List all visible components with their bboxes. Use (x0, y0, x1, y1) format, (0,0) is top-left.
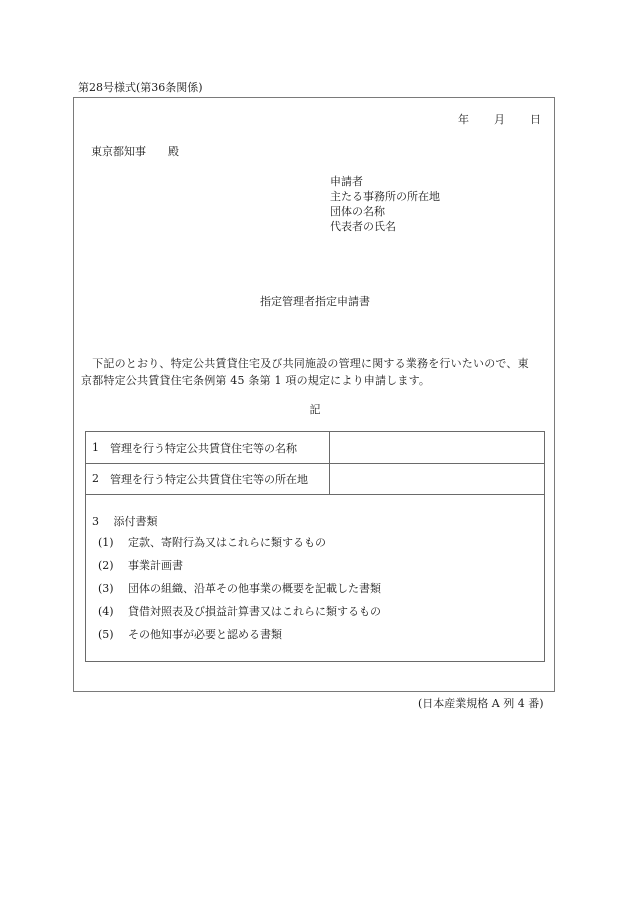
item-text: 事業計画書 (128, 559, 183, 572)
row-number: 2 (92, 472, 99, 485)
item-text: その他知事が必要と認める書類 (128, 628, 282, 641)
paper-size-note: (日本産業規格 A 列 4 番) (418, 697, 544, 710)
list-item (98, 535, 381, 558)
items-table (85, 431, 545, 662)
item-index: (4) (98, 605, 114, 618)
list-item (98, 627, 381, 650)
date-month-label: 月 (494, 113, 505, 126)
attachments-section (86, 495, 544, 661)
attachments-title: 添付書類 (113, 515, 158, 528)
row-label-cell (86, 432, 330, 463)
ki-heading: 記 (309, 403, 321, 416)
item-index: (3) (98, 582, 114, 595)
body-paragraph (81, 355, 551, 389)
row-label: 管理を行う特定公共賃貸住宅等の名称 (110, 441, 297, 455)
row-number: 3 (92, 515, 99, 528)
applicant-label: 申請者 (330, 175, 363, 188)
facility-location-field[interactable] (330, 463, 544, 494)
list-item (98, 558, 381, 581)
body-line-1: 下記のとおり、特定公共賃貸住宅及び共同施設の管理に関する業務を行いたいので、東 (81, 357, 529, 370)
attachments-list (98, 535, 381, 650)
row-label: 管理を行う特定公共賃貸住宅等の所在地 (110, 472, 308, 486)
document-title: 指定管理者指定申請書 (260, 295, 370, 308)
row-number: 1 (92, 441, 99, 454)
date-day-label: 日 (530, 113, 541, 126)
facility-name-field[interactable] (330, 432, 544, 463)
item-index: (1) (98, 536, 114, 549)
attachments-heading (92, 513, 158, 529)
list-item (98, 604, 381, 627)
date-line (458, 114, 541, 125)
item-text: 団体の組織、沿革その他事業の概要を記載した書類 (128, 582, 381, 595)
body-line-2: 京都特定公共賃貸住宅条例第 45 条第 1 項の規定により申請します。 (81, 374, 431, 387)
form-number: 第28号様式(第36条関係) (78, 81, 203, 94)
item-text: 貸借対照表及び損益計算書又はこれらに類するもの (128, 605, 381, 618)
date-year-label: 年 (458, 113, 469, 126)
item-text: 定款、寄附行為又はこれらに類するもの (128, 536, 326, 549)
table-row (86, 432, 544, 464)
applicant-representative-label: 代表者の氏名 (330, 220, 396, 233)
applicant-address-label: 主たる事務所の所在地 (330, 190, 440, 203)
row-label-cell (86, 463, 330, 494)
applicant-org-name-label: 団体の名称 (330, 205, 385, 218)
addressee-honorific: 殿 (168, 145, 179, 158)
applicant-block (330, 174, 440, 234)
item-index: (2) (98, 559, 114, 572)
addressee-name: 東京都知事 (91, 145, 146, 158)
item-index: (5) (98, 628, 114, 641)
addressee (91, 146, 179, 157)
list-item (98, 581, 381, 604)
table-row (86, 463, 544, 495)
